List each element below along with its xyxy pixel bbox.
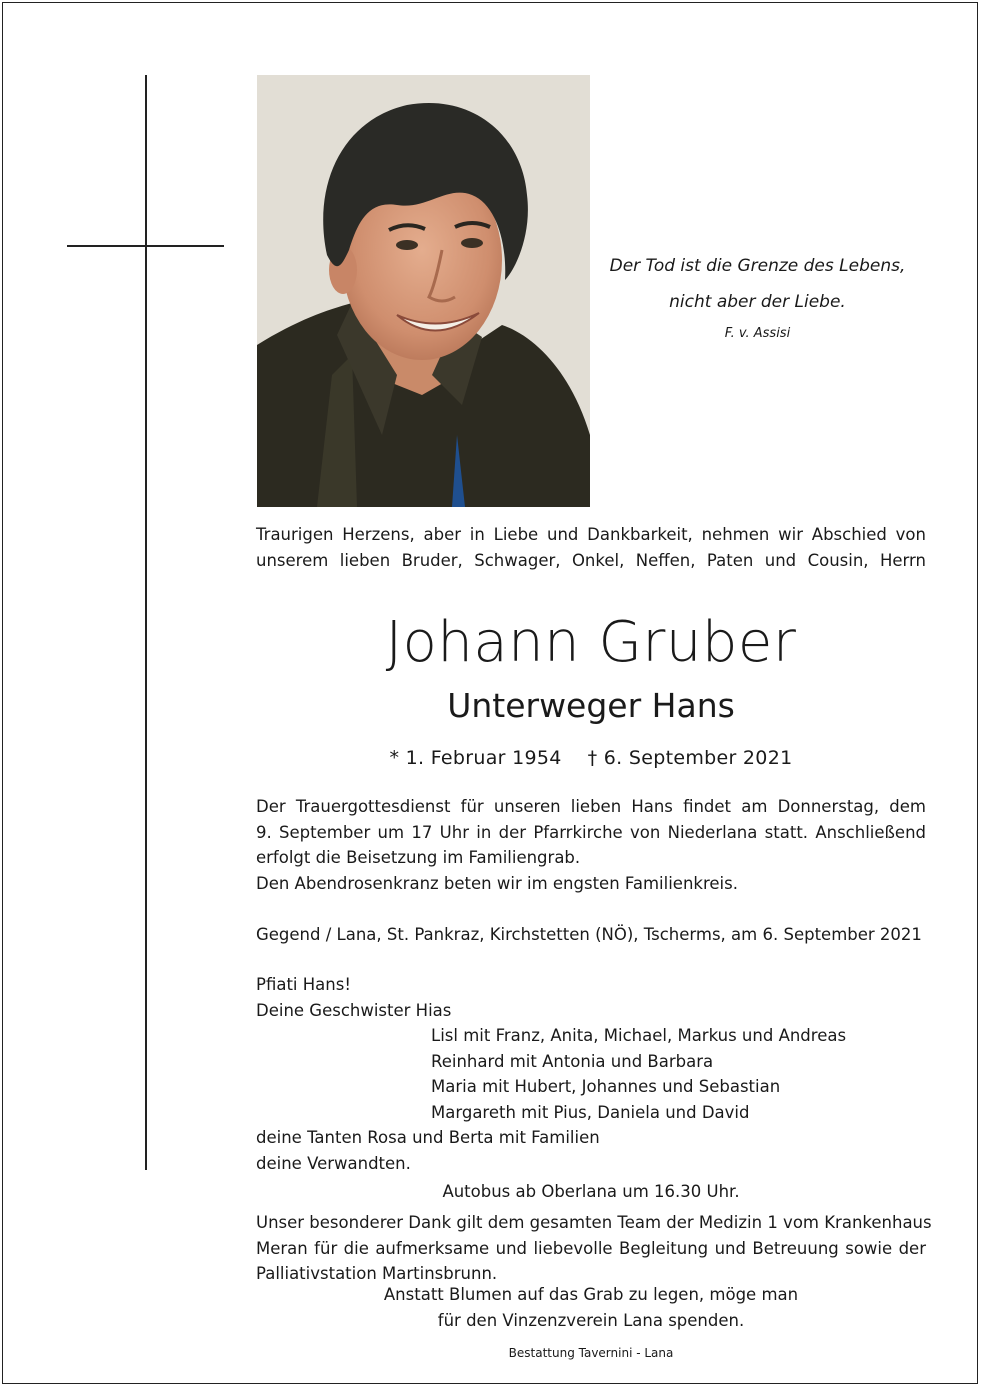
cross-horizontal-bar — [67, 245, 224, 247]
service-line: Den Abendrosenkranz beten wir im engsten Familienkreis. — [256, 873, 738, 893]
quote-line-1: Der Tod ist die Grenze des Lebens, — [609, 256, 906, 276]
thanks-paragraph — [256, 1210, 932, 1287]
service-line: Der Trauergottesdienst für unseren lieben Hans findet am Donnerstag, dem — [256, 797, 926, 816]
service-line: 9. September um 17 Uhr in der Pfarrkirche von Niederlana statt. Anschließend — [256, 822, 926, 842]
portrait-photo — [257, 75, 590, 507]
sibling-family: Margareth mit Pius, Daniela und David — [431, 1102, 750, 1122]
cross-vertical-bar — [145, 75, 147, 1170]
sibling-family: Lisl mit Franz, Anita, Michael, Markus und Andreas — [431, 1026, 847, 1045]
funeral-home-footer: Bestattung Tavernini - Lana — [508, 1346, 674, 1360]
siblings-intro: Deine Geschwister Hias — [256, 1000, 452, 1020]
farewell-greeting: Pfiati Hans! — [256, 975, 351, 994]
intro-line: unserem lieben Bruder, Schwager, Onkel, Neffen, Paten und Cousin, Herrn — [256, 550, 926, 570]
flowers-line: für den Vinzenzverein Lana spenden. — [437, 1310, 745, 1330]
birth-date: * 1. Februar 1954 — [389, 747, 562, 769]
service-paragraph — [256, 794, 926, 896]
thanks-line: Palliativstation Martinsbrunn. — [256, 1264, 498, 1283]
farewell-block — [256, 972, 926, 1176]
sibling-family: Reinhard mit Antonia und Barbara — [431, 1051, 714, 1071]
flowers-note — [256, 1282, 926, 1333]
aunts-line: deine Tanten Rosa und Berta mit Familien — [256, 1128, 600, 1147]
relatives-line: deine Verwandten. — [256, 1153, 411, 1173]
place-date — [256, 922, 926, 948]
life-dates — [256, 744, 926, 772]
service-line: erfolgt die Beisetzung im Familiengrab. — [256, 848, 581, 867]
thanks-line: Unser besonderer Dank gilt dem gesamten Team der Medizin 1 vom Krankenhaus — [256, 1213, 932, 1232]
deceased-name: Johann Gruber — [385, 610, 797, 675]
quote-block — [590, 248, 925, 346]
quote-line-2: nicht aber der Liebe. — [669, 292, 846, 312]
flowers-line: Anstatt Blumen auf das Grab zu legen, möge man — [383, 1285, 799, 1304]
intro-line: Traurigen Herzens, aber in Liebe und Dankbarkeit, nehmen wir Abschied von — [256, 525, 926, 544]
death-date: † 6. September 2021 — [587, 747, 793, 769]
intro-paragraph — [256, 522, 926, 573]
thanks-line: Meran für die aufmerksame und liebevolle Begleitung und Betreuung sowie der — [256, 1238, 926, 1258]
deceased-nickname: Unterweger Hans — [447, 686, 735, 725]
quote-author: F. v. Assisi — [724, 326, 791, 341]
bus-info: Autobus ab Oberlana um 16.30 Uhr. — [442, 1182, 740, 1201]
place-date-line: Gegend / Lana, St. Pankraz, Kirchstetten (NÖ), Tscherms, am 6. September 2021 — [256, 925, 922, 944]
sibling-family: Maria mit Hubert, Johannes und Sebastian — [431, 1077, 781, 1096]
